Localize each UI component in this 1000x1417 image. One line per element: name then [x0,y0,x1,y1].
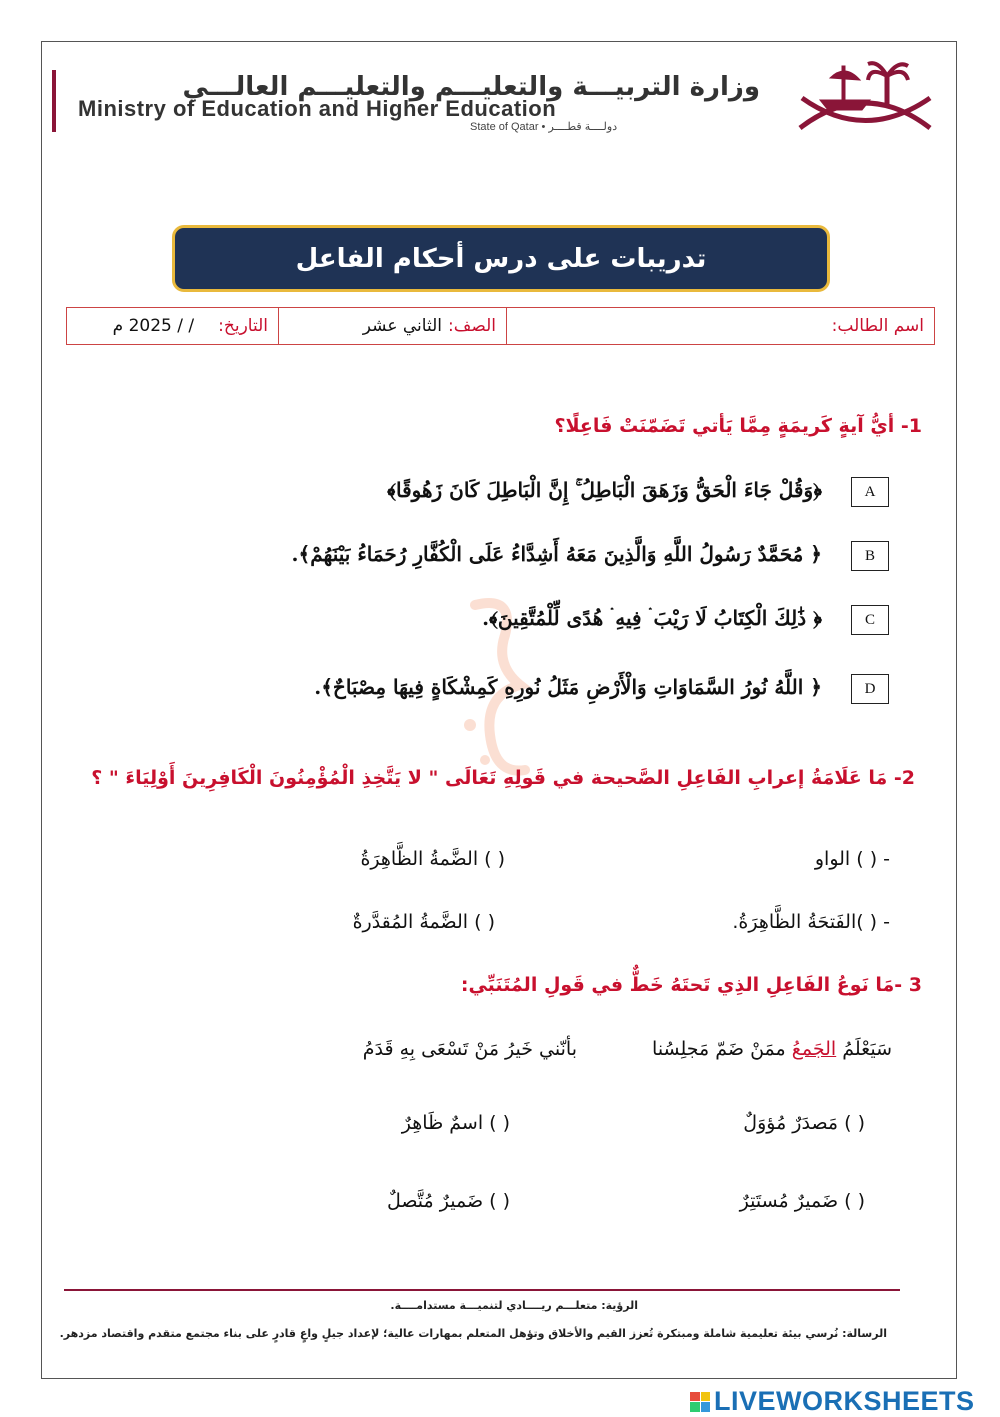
q3-option-3[interactable]: ( ) ضَميرٌ مُستَتِرٌ [739,1190,865,1212]
choice-b-text[interactable]: ﴿ مُحَمَّدٌ رَسُولُ اللَّهِ وَالَّذِينَ مَعَهُ أَشِدَّاءُ عَلَى الْكُفَّارِ رُحَمَاءُ بَيْنَهُمْ﴾. [291,542,822,566]
class-value: الثاني عشر [362,316,443,336]
q3-option-4[interactable]: ( ) ضَميرٌ مُتَّصلٌ [386,1190,510,1212]
qatar-emblem-icon [790,58,940,136]
q3-option-2[interactable]: ( ) اسمٌ ظَاهِرٌ [401,1112,510,1134]
header-divider [52,70,56,132]
liveworksheets-brand[interactable] [690,1386,975,1417]
choice-a-box[interactable]: A [851,477,889,507]
question-1: 1- أيُّ آيةٍ كَريمَةٍ مِمَّا يَأتي تَضَمّنَتْ فَاعِلًا؟ [554,415,922,437]
verse-pre: سَيَعْلَمُ [836,1038,892,1060]
state-of-qatar-label: State of Qatar • دولــــة قطــــر [470,121,618,133]
student-name-label: اسم الطالب: [831,316,924,336]
footer-divider [64,1289,900,1291]
question-3: 3 -مَا نَوعُ الفَاعِلِ الذِي تَحتَهُ خَطٌّ في قَولِ المُتَنَبِّي: [460,974,922,996]
footer-mission: الرسالة: نُرسي بيئة تعليمية شاملة ومبتكرة تُعزز القيم والأخلاق وتؤهل المتعلم بمهارات عالية؛ لإعداد جيلٍ واعٍ قادرٍ على بناء مجتمع متقدم واقتصاد مزدهر. [59,1327,887,1340]
choice-c-text[interactable]: ﴿ ذَٰلِكَ الْكِتَابُ لَا رَيْبَ ۛ فِيهِ ۛ هُدًى لِّلْمُتَّقِينَ﴾. [482,606,822,630]
q2-option-2[interactable]: ( ) الضَّمةُ الظَّاهِرَةُ [360,848,505,870]
ministry-name-arabic: وزارة التربيـــة والتعليـــم والتعليـــم العالـــي [182,72,760,102]
choice-a-text[interactable]: ﴿وَقُلْ جَاءَ الْحَقُّ وَزَهَقَ الْبَاطِلُ ۚ إِنَّ الْبَاطِلَ كَانَ زَهُوقًا﴾ [387,478,822,502]
q2-option-3[interactable]: - ( )الفَتحَةُ الظَّاهِرَةُ. [732,911,890,933]
date-value: / / 2025 م [112,316,195,336]
date-label: التاريخ: [218,316,268,336]
question-2: 2- مَا عَلَامَةُ إعرابِ الفَاعِلِ الصَّحيحة في قَولِهِ تَعَالَى " لا يَتَّخِذِ الْمُؤْمِنُونَ الْكَافِرِينَ أَوْلِيَاءَ " ؟ [91,767,915,789]
verse-post: ممَنْ ضَمّ مَجلِسُنا [652,1038,792,1060]
footer-vision: الرؤية: متعلـــم ريــــادي لتنميـــة مستدامــــة. [390,1299,638,1312]
class-cell [278,308,506,344]
verse-second-hemistich: بأنّني خَيرُ مَنْ تَسْعَى بِهِ قَدَمُ [362,1038,577,1060]
class-label: الصف: [448,316,496,336]
worksheet-title: تدريبات على درس أحكام الفاعل [172,225,830,292]
choice-b-box[interactable]: B [851,541,889,571]
choice-d-text[interactable]: ﴿ اللَّهُ نُورُ السَّمَاوَاتِ وَالْأَرْضِ مَثَلُ نُورِهِ كَمِشْكَاةٍ فِيهَا مِصْبَاحٌ﴾. [314,675,822,699]
q2-option-1[interactable]: - ( ) الواو [814,848,890,870]
q3-option-1[interactable]: ( ) مَصدَرٌ مُؤوَلٌ [743,1112,865,1134]
date-cell [68,308,278,344]
verse-underlined-word: الجَمعُ [791,1038,837,1060]
ministry-name-english: Ministry of Education and Higher Education [78,96,557,121]
brand-text: LIVEWORKSHEETS [714,1386,975,1416]
choice-c-box[interactable]: C [851,605,889,635]
student-name-cell[interactable] [506,308,934,344]
q2-option-4[interactable]: ( ) الضَّمةُ المُقدَّرةٌ [352,911,495,933]
student-info-row [66,307,935,345]
choice-d-box[interactable]: D [851,674,889,704]
liveworksheets-logo-icon [690,1392,710,1412]
verse-first-hemistich [652,1038,892,1060]
